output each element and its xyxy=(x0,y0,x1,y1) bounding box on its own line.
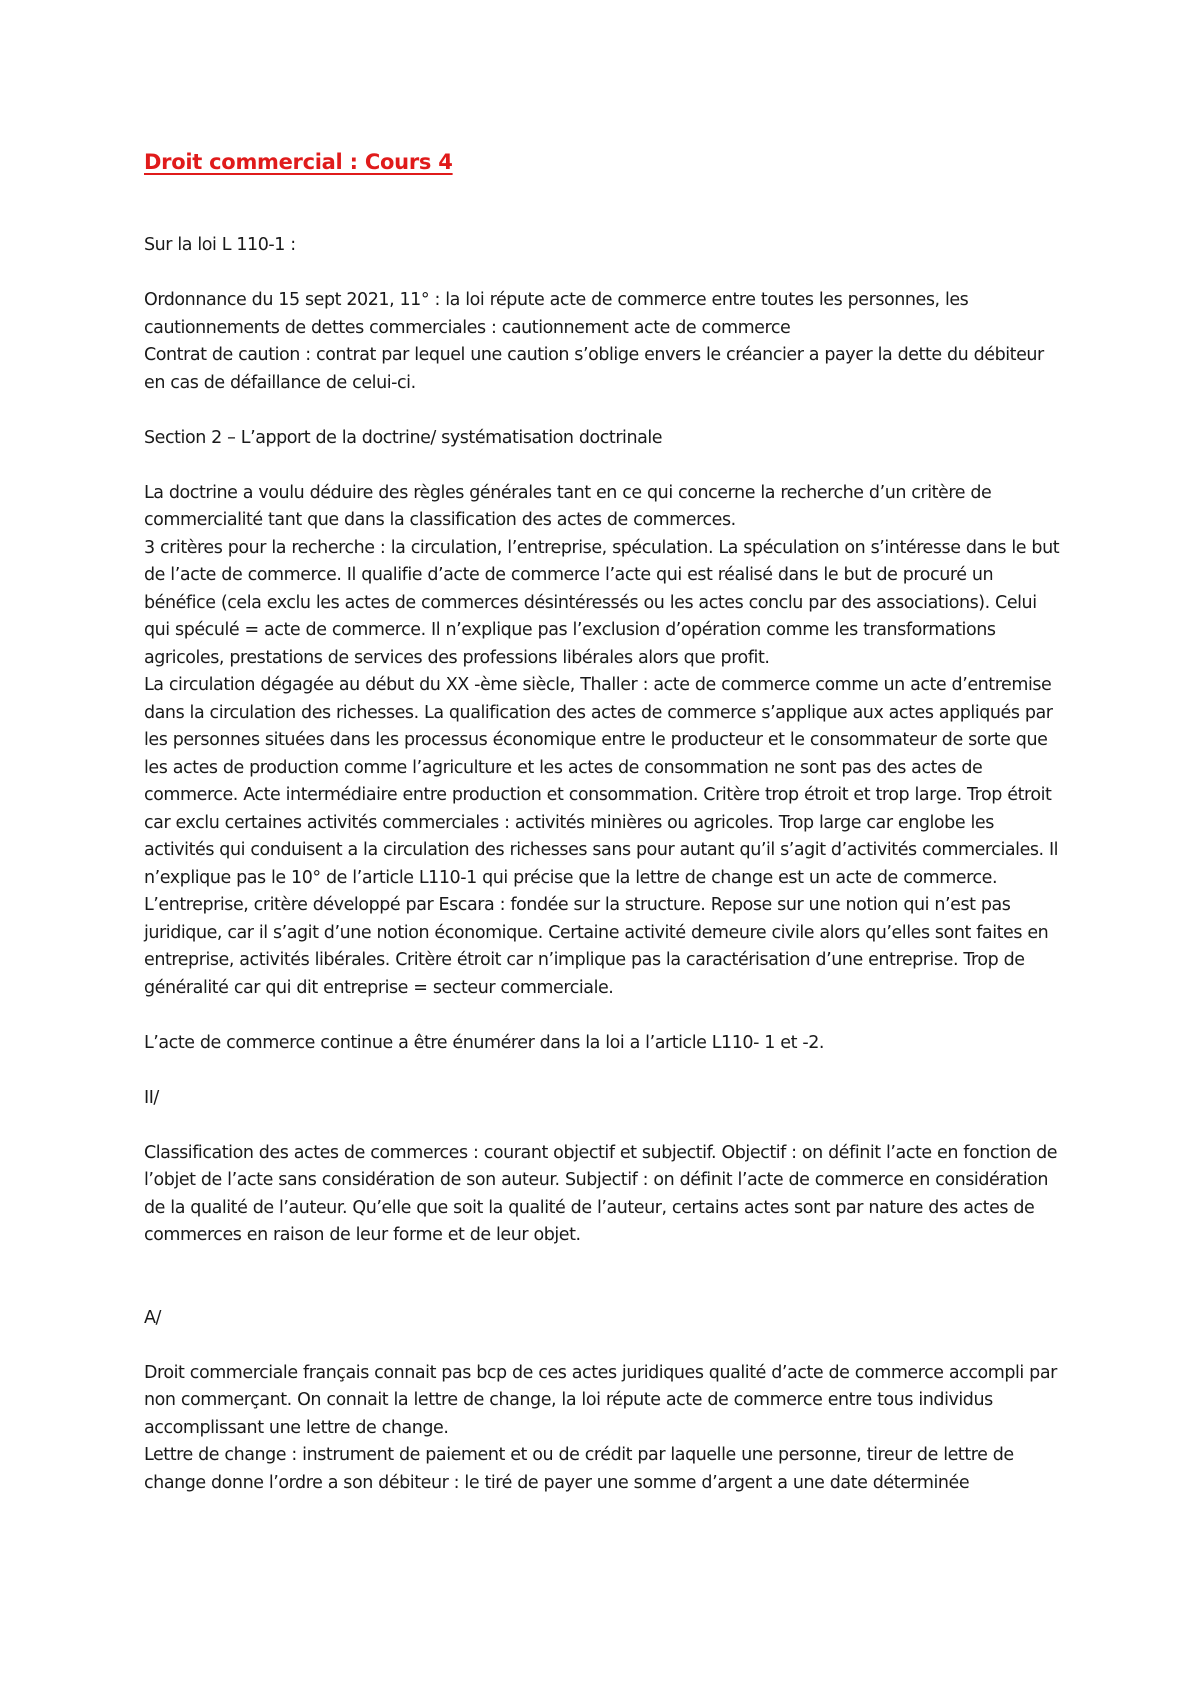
paragraph-doctrine: La doctrine a voulu déduire des règles générales tant en ce qui concerne la recherche d’un critère de commercialité tant que dans la classification des actes de commerces. xyxy=(144,482,992,530)
paragraph-criteres: 3 critères pour la recherche : la circulation, l’entreprise, spéculation. La spéculation on s’intéresse dans le but de l’acte de commerce. Il qualifie d’acte de commerce l’acte qui est réalisé dans le but de procuré un bénéfice (cela exclu les actes de commerces désintéressés ou les actes conclu par des associations). Celui qui spéculé = acte de commerce. Il n’explique pas l’exclusion d’opération comme les transformations agricoles, prestations de services des professions libérales alors que profit. xyxy=(144,537,1060,668)
paragraph-droit-francais: Droit commerciale français connait pas bcp de ces actes juridiques qualité d’acte de commerce accompli par non commerçant. On connait la lettre de change, la loi répute acte de commerce entre tous individus accomplissant une lettre de change. xyxy=(144,1362,1057,1438)
paragraph-lettre-de-change: Lettre de change : instrument de paiement et ou de crédit par laquelle une personne, tireur de lettre de change donne l’ordre a son débiteur : le tiré de payer une somme d’argent a une date déterminée xyxy=(144,1445,1014,1493)
paragraph-contrat-caution: Contrat de caution : contrat par lequel une caution s’oblige envers le créancier a payer la dette du débiteur en cas de défaillance de celui-ci. xyxy=(144,345,1044,393)
subsection-heading-ii: II/ xyxy=(144,1087,159,1108)
paragraph-classification: Classification des actes de commerces : courant objectif et subjectif. Objectif : on définit l’acte en fonction de l’objet de l’acte sans considération de son auteur. Subjectif : on définit l’acte de commerce en considération de la qualité de l’auteur. Qu’elle que soit la qualité de l’auteur, certains actes sont par nature des actes de commerces en raison de leur forme et de leur objet. xyxy=(144,1142,1058,1245)
section-heading: Section 2 – L’apport de la doctrine/ systématisation doctrinale xyxy=(144,427,663,448)
document-body xyxy=(144,144,1064,1497)
paragraph-entreprise: L’entreprise, critère développé par Escara : fondée sur la structure. Repose sur une notion qui n’est pas juridique, car il s’agit d’une notion économique. Certaine activité demeure civile alors qu’elles sont faites en entreprise, activités libérales. Critère étroit car n’implique pas la caractérisation d’une entreprise. Trop de généralité car qui dit entreprise = secteur commerciale. xyxy=(144,895,1049,998)
paragraph-ordonnance: Ordonnance du 15 sept 2021, 11° : la loi répute acte de commerce entre toutes les personnes, les cautionnements de dettes commerciales : cautionnement acte de commerce xyxy=(144,290,969,338)
subsection-heading-a: A/ xyxy=(144,1307,161,1328)
paragraph-enumeration: L’acte de commerce continue a être énumérer dans la loi a l’article L110- 1 et -2. xyxy=(144,1032,824,1053)
paragraph-circulation: La circulation dégagée au début du XX -ème siècle, Thaller : acte de commerce comme un acte d’entremise dans la circulation des richesses. La qualification des actes de commerce s’applique aux actes appliqués par les personnes situées dans les processus économique entre le producteur et le consommateur de sorte que les actes de production comme l’agriculture et les actes de consommation ne sont pas des actes de commerce. Acte intermédiaire entre production et consommation. Critère trop étroit et trop large. Trop étroit car exclu certaines activités commerciales : activités minières ou agricoles. Trop large car englobe les activités qui conduisent a la circulation des richesses sans pour autant qu’il s’agit d’activités commerciales. Il n’explique pas le 10° de l’article L110-1 qui précise que la lettre de change est un acte de commerce. xyxy=(144,675,1059,888)
paragraph-loi-reference: Sur la loi L 110-1 : xyxy=(144,235,296,255)
document-title: Droit commercial : Cours 4 xyxy=(144,150,453,174)
